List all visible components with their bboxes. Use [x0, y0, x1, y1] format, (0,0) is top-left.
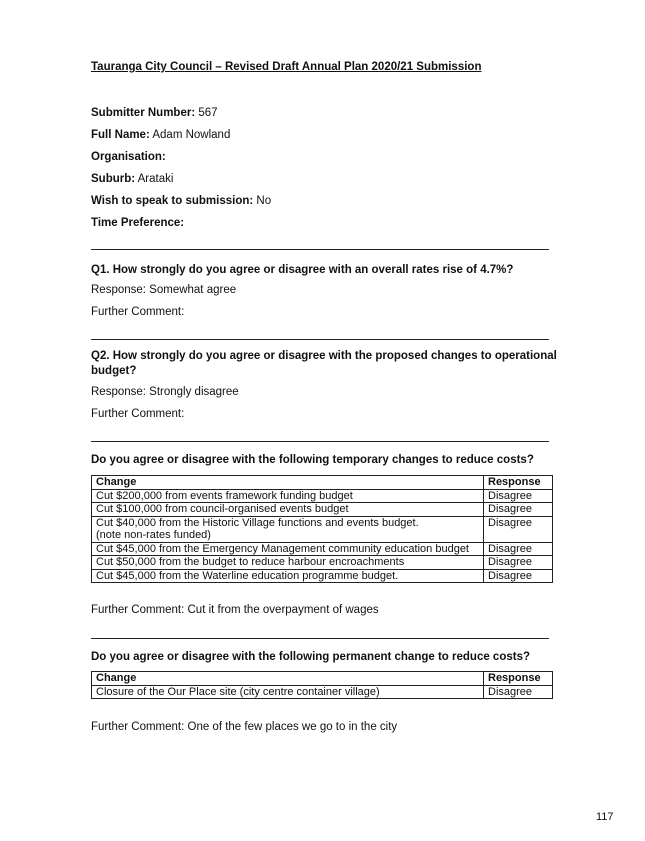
field-label: Organisation:: [91, 151, 166, 163]
table-row: [92, 556, 553, 570]
field-label: Suburb:: [91, 173, 136, 185]
field-value: Arataki: [135, 173, 174, 185]
organisation-field: [91, 151, 166, 163]
response-cell: Disagree: [484, 516, 553, 542]
header-response: Response: [484, 672, 553, 686]
change-note: (note non-rates funded): [96, 529, 211, 541]
field-label: Time Preference:: [91, 217, 185, 229]
temporary-comment: Further Comment: Cut it from the overpayment of wages: [91, 604, 379, 616]
q1-response: Response: Somewhat agree: [91, 284, 237, 296]
change-cell: Cut $50,000 from the budget to reduce harbour encroachments: [92, 556, 484, 570]
table-row: [92, 569, 553, 583]
q2-question: Q2. How strongly do you agree or disagree with the proposed changes to operational budget?: [91, 350, 557, 377]
change-cell: Cut $45,000 from the Waterline education programme budget.: [92, 569, 484, 583]
header-response: Response: [484, 476, 553, 490]
section-divider: [91, 249, 549, 250]
q2-comment: Further Comment:: [91, 408, 185, 420]
permanent-question: Do you agree or disagree with the following permanent change to reduce costs?: [91, 651, 530, 663]
field-label: Submitter Number:: [91, 107, 196, 119]
suburb-field: [91, 173, 173, 185]
table-row: [92, 489, 553, 503]
table-row: [92, 685, 553, 699]
header-change: Change: [92, 672, 484, 686]
page-number: 117: [596, 811, 614, 823]
permanent-change-table: [91, 671, 553, 699]
section-divider: [91, 441, 549, 442]
table-header-row: [92, 476, 553, 490]
wish-to-speak-field: [91, 195, 271, 207]
table-row: [92, 542, 553, 556]
field-label: Full Name:: [91, 129, 150, 141]
table-row: [92, 503, 553, 517]
change-line: Cut $40,000 from the Historic Village functions and events budget.: [96, 516, 419, 529]
response-cell: Disagree: [484, 685, 553, 699]
q1-comment: Further Comment:: [91, 306, 185, 318]
response-cell: Disagree: [484, 542, 553, 556]
field-value: 567: [195, 107, 218, 119]
response-cell: Disagree: [484, 503, 553, 517]
change-cell: [92, 516, 484, 542]
response-cell: Disagree: [484, 556, 553, 570]
header-change: Change: [92, 476, 484, 490]
full-name-field: [91, 129, 230, 141]
temporary-question: Do you agree or disagree with the following temporary changes to reduce costs?: [91, 454, 534, 466]
response-cell: Disagree: [484, 489, 553, 503]
field-value: No: [253, 195, 272, 207]
section-divider: [91, 339, 549, 340]
document-title: Tauranga City Council – Revised Draft Annual Plan 2020/21 Submission: [91, 61, 482, 73]
change-cell: Cut $45,000 from the Emergency Management community education budget: [92, 542, 484, 556]
change-cell: Cut $100,000 from council-organised events budget: [92, 503, 484, 517]
field-label: Wish to speak to submission:: [91, 195, 254, 207]
field-value: Adam Nowland: [149, 129, 231, 141]
temporary-changes-table: [91, 475, 553, 583]
q1-question: Q1. How strongly do you agree or disagree with an overall rates rise of 4.7%?: [91, 264, 514, 276]
section-divider: [91, 638, 549, 639]
change-cell: Cut $200,000 from events framework funding budget: [92, 489, 484, 503]
response-cell: Disagree: [484, 569, 553, 583]
permanent-comment: Further Comment: One of the few places we go to in the city: [91, 721, 398, 733]
q2-response: Response: Strongly disagree: [91, 386, 239, 398]
submitter-number-field: [91, 107, 218, 119]
change-cell: Closure of the Our Place site (city centre container village): [92, 685, 484, 699]
table-header-row: [92, 672, 553, 686]
table-row: [92, 516, 553, 542]
time-preference-field: [91, 217, 184, 229]
